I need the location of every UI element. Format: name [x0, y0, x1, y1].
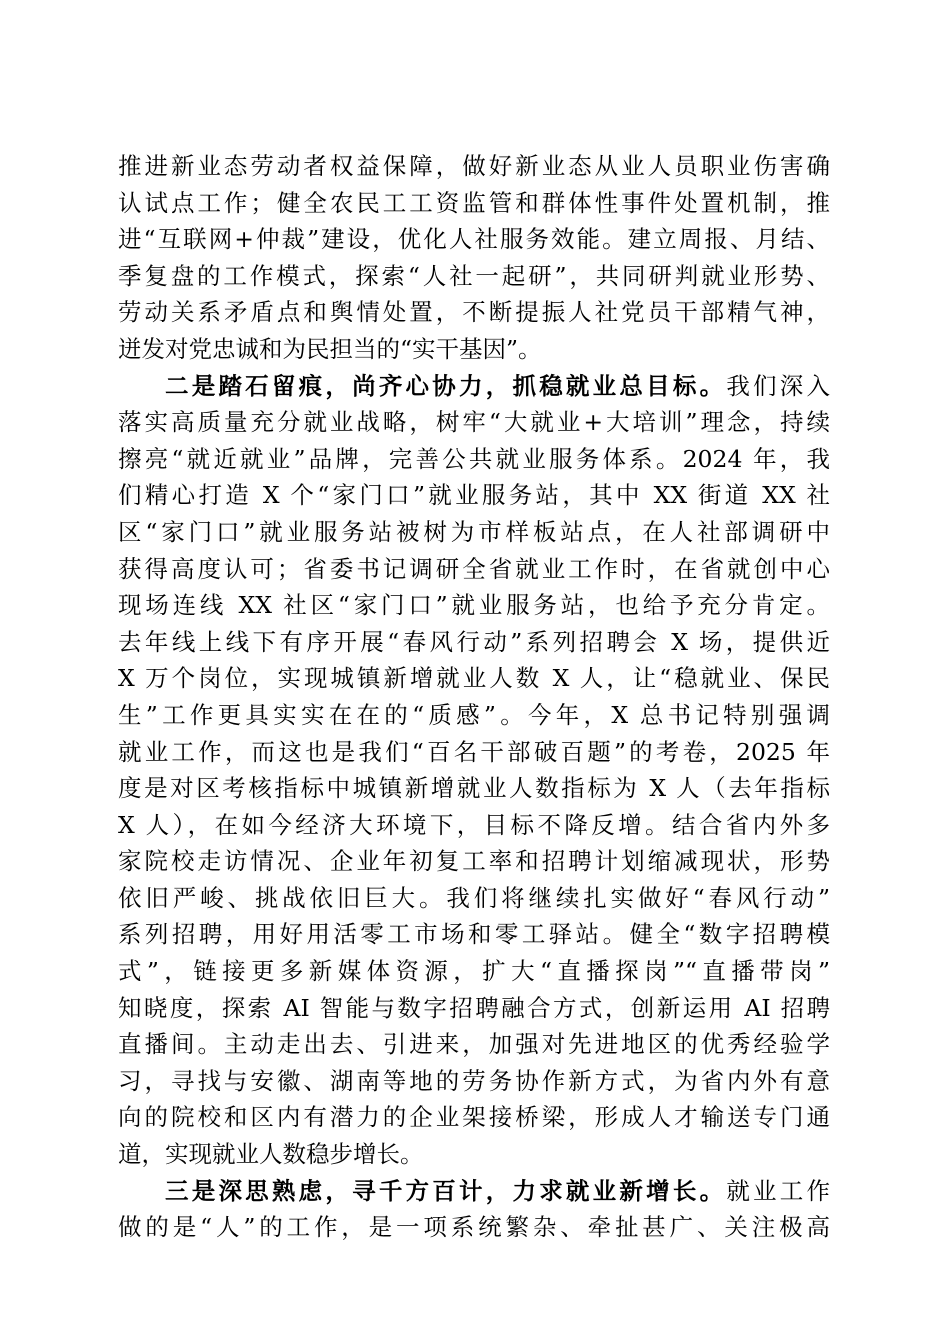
text-line: 获得高度认可；省委书记调研全省就业工作时，在省就创中心 — [118, 554, 830, 583]
paragraph-1 — [118, 148, 830, 368]
text-line: 依旧严峻、挑战依旧巨大。我们将继续扎实做好“春风行动” — [118, 883, 830, 912]
text-line: 式”，链接更多新媒体资源，扩大“直播探岗”“直播带岗” — [118, 957, 830, 986]
text-line: 习，寻找与安徽、湖南等地的劳务协作新方式，为省内外有意 — [118, 1066, 830, 1095]
text-line: X 万个岗位，实现城镇新增就业人数 X 人，让“稳就业、保民 — [118, 664, 830, 693]
text-line: 直播间。主动走出去、引进来，加强对先进地区的优秀经验学 — [118, 1030, 830, 1059]
text-line: 道，实现就业人数稳步增长。 — [118, 1140, 424, 1169]
text-line: 区“家门口”就业服务站被树为市样板站点，在人社部调研中 — [118, 517, 830, 546]
text-span: 我们深入 — [726, 371, 830, 400]
text-line: 劳动关系矛盾点和舆情处置，不断提振人社党员干部精气神， — [118, 298, 830, 327]
text-span: 就业工作 — [726, 1176, 830, 1205]
text-line: 季复盘的工作模式，探索“人社一起研”，共同研判就业形势、 — [118, 261, 830, 290]
text-line: 就业工作，而这也是我们“百名干部破百题”的考卷，2025 年 — [118, 737, 830, 766]
document-body — [118, 148, 830, 1246]
text-line: 去年线上线下有序开展“春风行动”系列招聘会 X 场，提供近 — [118, 627, 830, 656]
text-line: 擦亮“就近就业”品牌，完善公共就业服务体系。2024 年，我 — [118, 444, 830, 473]
text-line: 落实高质量充分就业战略，树牢“大就业+大培训”理念，持续 — [118, 408, 830, 437]
paragraph-first-line — [118, 368, 830, 405]
paragraph-first-line — [118, 1173, 830, 1210]
text-line: 做的是“人”的工作，是一项系统繁杂、牵扯甚广、关注极高 — [118, 1213, 830, 1242]
text-line: 生”工作更具实实在在的“质感”。今年，X 总书记特别强调 — [118, 700, 830, 729]
text-line: 进“互联网+仲裁”建设，优化人社服务效能。建立周报、月结、 — [118, 225, 830, 254]
text-line: 向的院校和区内有潜力的企业架接桥梁，形成人才输送专门通 — [118, 1103, 830, 1132]
text-line: 认试点工作；健全农民工工资监管和群体性事件处置机制，推 — [118, 188, 830, 217]
text-line: X 人），在如今经济大环境下，目标不降反增。结合省内外多 — [118, 810, 830, 839]
paragraph-3 — [118, 1173, 830, 1246]
text-line: 现场连线 XX 社区“家门口”就业服务站，也给予充分肯定。 — [118, 591, 830, 620]
paragraph-heading: 三是深思熟虑，寻千方百计，力求就业新增长。 — [165, 1176, 727, 1205]
text-line: 度是对区考核指标中城镇新增就业人数指标为 X 人（去年指标 — [118, 774, 830, 803]
text-line: 系列招聘，用好用活零工市场和零工驿站。健全“数字招聘模 — [118, 920, 830, 949]
paragraph-2 — [118, 368, 830, 1173]
text-line: 推进新业态劳动者权益保障，做好新业态从业人员职业伤害确 — [118, 152, 830, 180]
text-line: 迸发对党忠诚和为民担当的“实干基因”。 — [118, 334, 542, 363]
text-line: 家院校走访情况、企业年初复工率和招聘计划缩减现状，形势 — [118, 847, 830, 876]
text-line: 知晓度，探索 AI 智能与数字招聘融合方式，创新运用 AI 招聘 — [118, 993, 830, 1022]
paragraph-heading: 二是踏石留痕，尚齐心协力，抓稳就业总目标。 — [165, 371, 727, 400]
text-line: 们精心打造 X 个“家门口”就业服务站，其中 XX 街道 XX 社 — [118, 481, 830, 510]
